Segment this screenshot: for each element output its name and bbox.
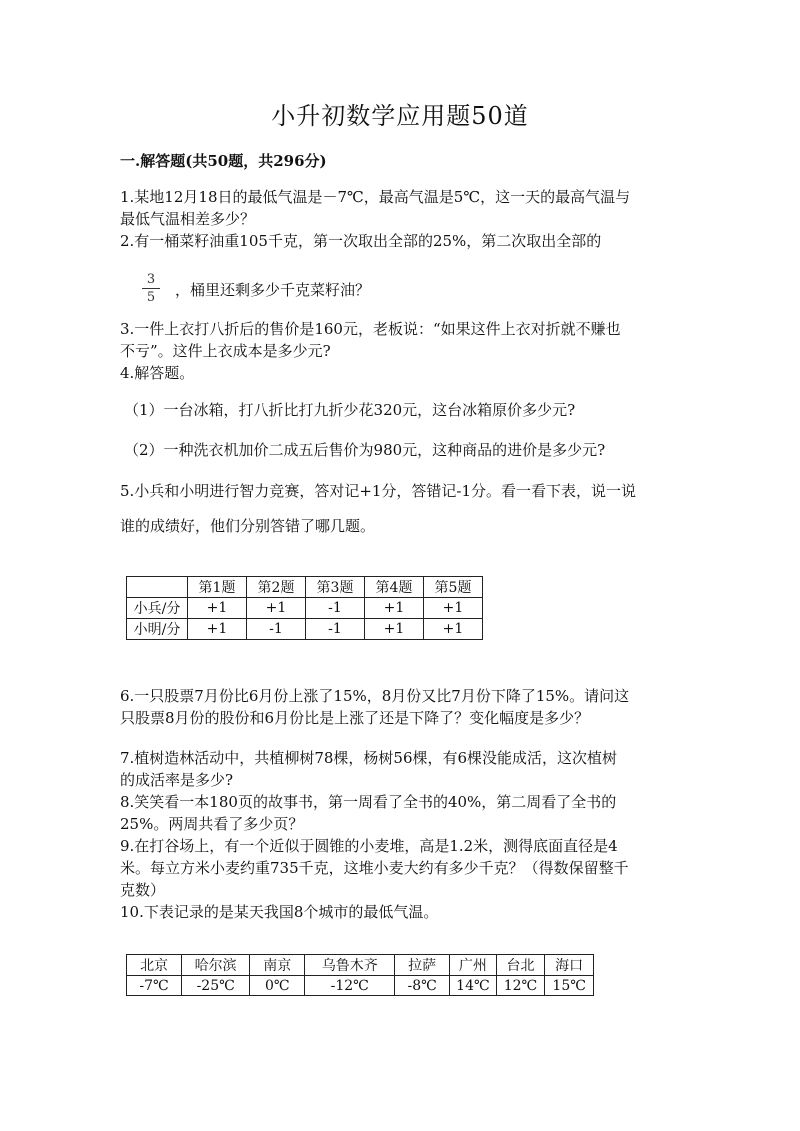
question-9-line-2: 米。每立方米小麦约重735千克，这堆小麦大约有多少千克？（得数保留整千 [120,859,629,877]
section-header: 一.解答题(共50题，共296分) [120,152,327,170]
temperature-table [126,954,594,996]
temp-cell: -8℃ [395,976,450,996]
city-cell: 乌鲁木齐 [305,955,395,976]
question-2-line-1: 2.有一桶菜籽油重105千克，第一次取出全部的25%，第二次取出全部的 [120,232,602,250]
table-cell: +1 [365,598,424,619]
page-title: 小升初数学应用题50道 [271,102,529,130]
question-6-line-2: 只股票8月份的股份和6月份比是上涨了还是下降了？变化幅度是多少？ [120,709,590,727]
table-header-cell: 第1题 [188,577,247,598]
question-3-line-1: 3.一件上衣打八折后的售价是160元，老板说：“如果这件上衣对折就不赚也 [120,320,621,338]
city-cell: 广州 [450,955,496,976]
table-row [127,955,594,976]
fraction-numerator: 3 [146,272,156,287]
question-9-line-3: 克数） [120,881,166,899]
table-header-cell [127,577,188,598]
question-8-line-2: 25%。两周共看了多少页？ [120,815,304,833]
table-cell: -1 [306,598,365,619]
table-cell: +1 [188,619,247,640]
table-header-cell: 第4题 [365,577,424,598]
question-3 [120,318,685,384]
table-row [127,598,483,619]
table-cell: -1 [306,619,365,640]
city-cell: 拉萨 [395,955,450,976]
question-6 [120,685,685,729]
city-cell: 北京 [127,955,182,976]
fraction-three-fifths [140,272,162,305]
question-4-sub-1: （1）一台冰箱，打八折比打九折少花320元，这台冰箱原价多少元? [124,401,576,419]
table-header-cell: 第5题 [424,577,483,598]
table-cell: +1 [424,619,483,640]
city-cell: 海口 [545,955,594,976]
question-1-line-1: 1.某地12月18日的最低气温是－7℃，最高气温是5℃，这一天的最高气温与 [120,188,631,206]
table-header-cell: 第3题 [306,577,365,598]
table-cell: 小明/分 [127,619,188,640]
city-cell: 南京 [250,955,305,976]
temp-cell: 12℃ [496,976,545,996]
temp-cell: 14℃ [450,976,496,996]
temp-cell: -25℃ [182,976,250,996]
table-header-cell: 第2题 [247,577,306,598]
table-cell: +1 [365,619,424,640]
question-1 [120,186,685,252]
question-7-to-10 [120,747,685,923]
table-row [127,976,594,996]
table-cell: +1 [188,598,247,619]
table-cell: +1 [247,598,306,619]
question-9-line-1: 9.在打谷场上，有一个近似于圆锥的小麦堆，高是1.2米，测得底面直径是4 [120,837,618,855]
score-table [126,576,483,640]
table-row [127,619,483,640]
question-4-title: 4.解答题。 [120,364,195,382]
question-5-line-2: 谁的成绩好，他们分别答错了哪几题。 [120,517,376,535]
question-7-line-2: 的成活率是多少? [120,771,234,789]
question-2-line-2: ，桶里还剩多少千克菜籽油？ [175,281,371,299]
temp-cell: 0℃ [250,976,305,996]
city-cell: 台北 [496,955,545,976]
question-4-sub-2: （2）一种洗衣机加价二成五后售价为980元，这种商品的进价是多少元? [124,441,606,459]
question-5-line-1: 5.小兵和小明进行智力竞赛，答对记+1分，答错记-1分。看一看下表，说一说 [120,482,637,500]
table-cell: -1 [247,619,306,640]
city-cell: 哈尔滨 [182,955,250,976]
table-header-row [127,577,483,598]
question-1-line-2: 最低气温相差多少？ [120,210,256,228]
temp-cell: -7℃ [127,976,182,996]
fraction-bar [142,288,160,289]
question-10-line-1: 10.下表记录的是某天我国8个城市的最低气温。 [120,903,439,921]
table-cell: +1 [424,598,483,619]
temp-cell: -12℃ [305,976,395,996]
table-cell: 小兵/分 [127,598,188,619]
question-6-line-1: 6.一只股票7月份比6月份上涨了15%，8月份又比7月份下降了15%。请问这 [120,687,630,705]
question-3-line-2: 不亏”。这件上衣成本是多少元? [120,342,331,360]
question-8-line-1: 8.笑笑看一本180页的故事书，第一周看了全书的40%，第二周看了全书的 [120,793,617,811]
fraction-denominator: 5 [146,290,156,305]
temp-cell: 15℃ [545,976,594,996]
question-7-line-1: 7.植树造林活动中，共植柳树78棵，杨树56棵，有6棵没能成活，这次植树 [120,749,618,767]
